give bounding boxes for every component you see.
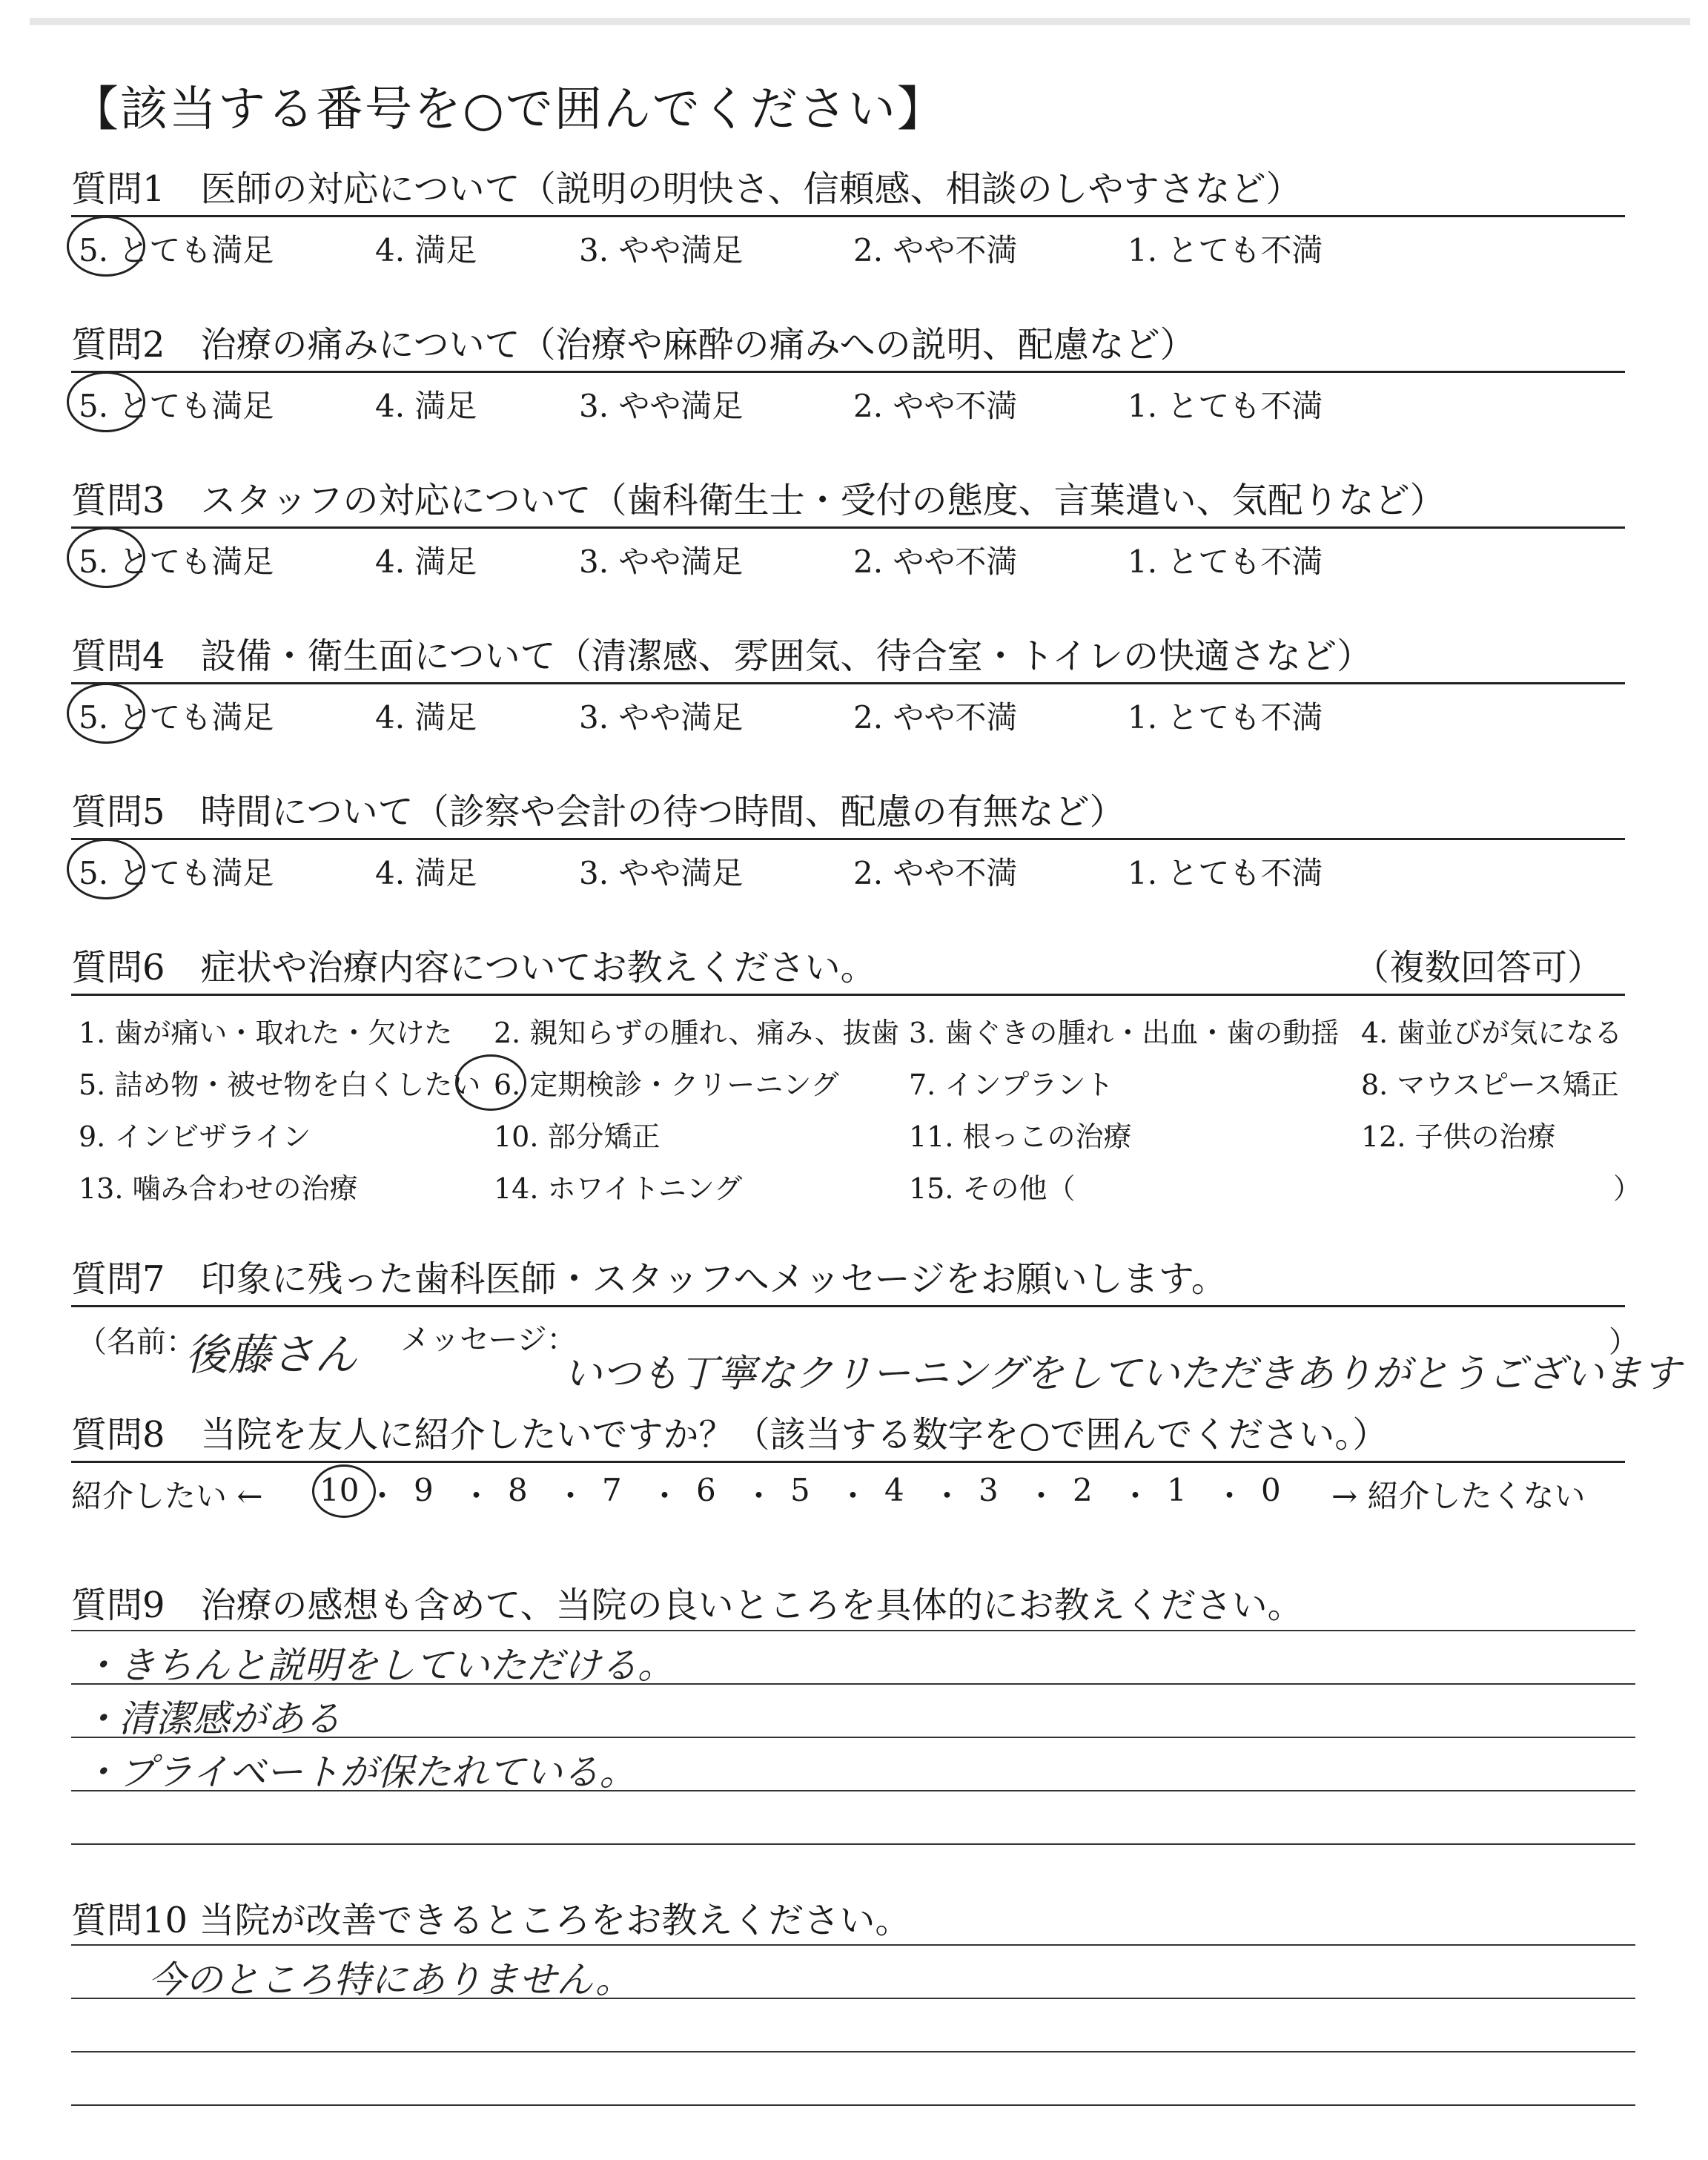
scale-separator: ・: [366, 1478, 398, 1514]
question-2: [71, 319, 1625, 425]
question-4-title: 質問4 設備・衛生面について（清潔感、雰囲気、待合室・トイレの快適さなど）: [71, 630, 1625, 684]
rating-option[interactable]: 3. やや満足: [579, 544, 744, 580]
rating-option[interactable]: 2. やや不満: [853, 232, 1018, 268]
rating-option[interactable]: 5. とても満足: [79, 699, 274, 736]
question-2-options: [71, 373, 1625, 425]
scale-number[interactable]: 0: [1261, 1472, 1281, 1508]
scale-number[interactable]: 5: [790, 1472, 810, 1508]
rating-option[interactable]: 4. 満足: [375, 232, 477, 268]
symptom-option[interactable]: 15. その他（: [909, 1172, 1076, 1205]
selected-circle-mark: [67, 527, 145, 588]
rating-option[interactable]: 2. やや不満: [853, 699, 1018, 736]
scale-number[interactable]: 8: [508, 1472, 528, 1508]
answer-line: [71, 2051, 1635, 2052]
selected-circle-mark: [67, 839, 145, 899]
handwritten-answer: ・プライベートが保たれている。: [82, 1751, 637, 1794]
message-close-paren: ）: [1609, 1325, 1638, 1359]
question-6-title: 質問6 症状や治療内容についてお教えください。 （複数回答可）: [71, 942, 1625, 996]
name-label: （名前：: [77, 1325, 196, 1359]
symptom-option[interactable]: 7. インプラント: [909, 1069, 1114, 1101]
handwritten-answer: ・きちんと説明をしていただける。: [82, 1644, 675, 1687]
scale-number[interactable]: 9: [414, 1472, 434, 1508]
rating-option[interactable]: 4. 満足: [375, 388, 477, 424]
answer-line: [71, 1843, 1635, 1845]
question-2-title: 質問2 治療の痛みについて（治療や麻酔の痛みへの説明、配慮など）: [71, 319, 1625, 373]
rating-option[interactable]: 2. やや不満: [853, 388, 1018, 424]
rating-option[interactable]: 1. とても不満: [1128, 699, 1323, 736]
scale-separator: ・: [743, 1478, 775, 1514]
rating-option[interactable]: 3. やや満足: [579, 855, 744, 891]
rating-option[interactable]: 5. とても満足: [79, 855, 274, 891]
symptom-option[interactable]: 11. 根っこの治療: [909, 1120, 1132, 1153]
symptom-option[interactable]: 8. マウスピース矯正: [1361, 1069, 1619, 1101]
scale-separator: ・: [460, 1478, 492, 1514]
scale-number[interactable]: 6: [696, 1472, 716, 1508]
rating-option[interactable]: 4. 満足: [375, 699, 477, 736]
rating-option[interactable]: 3. やや満足: [579, 388, 744, 424]
symptom-option[interactable]: 1. 歯が痛い・取れた・欠けた: [79, 1017, 453, 1049]
question-7-title: 質問7 印象に残った歯科医師・スタッフへメッセージをお願いします。: [71, 1253, 1625, 1307]
scale-separator: ・: [931, 1478, 963, 1514]
answer-line: [71, 1630, 1635, 1631]
rating-option[interactable]: 1. とても不満: [1128, 855, 1323, 891]
rating-option[interactable]: 2. やや不満: [853, 855, 1018, 891]
selected-circle-mark: [67, 683, 145, 744]
question-8-title: 質問8 当院を友人に紹介したいですか？（該当する数字を○で囲んでください。）: [71, 1409, 1625, 1463]
symptom-option[interactable]: 13. 噛み合わせの治療: [79, 1172, 358, 1205]
name-handwritten: 後藤さん: [185, 1330, 358, 1380]
question-3-title: 質問3 スタッフの対応について（歯科衛生士・受付の態度、言葉遣い、気配りなど）: [71, 475, 1625, 529]
scale-separator: ・: [1025, 1478, 1057, 1514]
question-10-title: 質問10 当院が改善できるところをお教えください。: [71, 1900, 911, 1941]
rating-option[interactable]: 1. とても不満: [1128, 232, 1323, 268]
symptom-option[interactable]: 2. 親知らずの腫れ、痛み、抜歯: [494, 1017, 899, 1049]
selected-circle-mark: [455, 1054, 526, 1111]
other-close-paren: ）: [1613, 1172, 1642, 1205]
handwritten-answer: ・清潔感がある: [82, 1697, 341, 1740]
form-header: 【該当する番号を○で囲んでください】: [71, 82, 946, 137]
rating-option[interactable]: 4. 満足: [375, 544, 477, 580]
multiple-answers-note: （複数回答可）: [1353, 947, 1603, 988]
symptom-option[interactable]: 14. ホワイトニング: [494, 1172, 743, 1205]
question-4-options: [71, 684, 1625, 736]
question-1-title: 質問1 医師の対応について（説明の明快さ、信頼感、相談のしやすさなど）: [71, 163, 1625, 217]
scale-separator: ・: [555, 1478, 586, 1514]
question-3: [71, 475, 1625, 581]
scale-number[interactable]: 4: [884, 1472, 904, 1508]
scale-number[interactable]: 2: [1073, 1472, 1093, 1508]
rating-option[interactable]: 4. 満足: [375, 855, 477, 891]
rating-option[interactable]: 3. やや満足: [579, 699, 744, 736]
question-9: [71, 1579, 1625, 1631]
question-6: [71, 942, 1625, 996]
scale-number[interactable]: 3: [979, 1472, 999, 1508]
scale-separator: ・: [837, 1478, 869, 1514]
rating-option[interactable]: 5. とても満足: [79, 388, 274, 424]
symptom-option[interactable]: 5. 詰め物・被せ物を白くしたい: [79, 1069, 481, 1101]
symptom-option[interactable]: 12. 子供の治療: [1361, 1120, 1556, 1153]
question-3-options: [71, 529, 1625, 581]
selected-circle-mark: [312, 1464, 376, 1518]
rating-option[interactable]: 5. とても満足: [79, 232, 274, 268]
rating-option[interactable]: 3. やや満足: [579, 232, 744, 268]
answer-line: [71, 1944, 1635, 1946]
rating-option[interactable]: 5. とても満足: [79, 544, 274, 580]
question-5-options: [71, 840, 1625, 892]
symptom-option[interactable]: 3. 歯ぐきの腫れ・出血・歯の動揺: [909, 1017, 1340, 1049]
scale-left-label: 紹介したい ←: [71, 1478, 263, 1514]
scale-separator: ・: [649, 1478, 681, 1514]
symptom-option[interactable]: 6. 定期検診・クリーニング: [494, 1069, 839, 1101]
message-label: メッセージ：: [400, 1323, 577, 1357]
question-1: [71, 163, 1625, 269]
question-8: [71, 1409, 1625, 1463]
handwritten-answer: 今のところ特にありません。: [148, 1958, 632, 2001]
scale-separator: ・: [1119, 1478, 1151, 1514]
answer-line: [71, 2104, 1635, 2106]
scale-number[interactable]: 1: [1167, 1472, 1187, 1508]
message-handwritten: いつも丁寧なクリーニングをしていただきありがとうございます: [563, 1352, 1681, 1396]
scale-separator: ・: [1214, 1478, 1245, 1514]
rating-option[interactable]: 2. やや不満: [853, 544, 1018, 580]
scale-number[interactable]: 7: [602, 1472, 622, 1508]
scan-top-edge: [30, 18, 1690, 25]
selected-circle-mark: [67, 216, 145, 277]
rating-option[interactable]: 1. とても不満: [1128, 544, 1323, 580]
question-5: [71, 786, 1625, 892]
question-7: [71, 1253, 1625, 1307]
question-10: [71, 1895, 1625, 1946]
question-1-options: [71, 217, 1625, 269]
question-9-title: 質問9 治療の感想も含めて、当院の良いところを具体的にお教えください。: [71, 1585, 1303, 1626]
scale-right-label: → 紹介したくない: [1331, 1478, 1586, 1514]
symptom-option[interactable]: 10. 部分矯正: [494, 1120, 661, 1153]
symptom-option[interactable]: 4. 歯並びが気になる: [1361, 1017, 1623, 1049]
question-4: [71, 630, 1625, 736]
symptom-option[interactable]: 9. インビザライン: [79, 1120, 311, 1153]
rating-option[interactable]: 1. とても不満: [1128, 388, 1323, 424]
scale-number[interactable]: 10: [320, 1472, 360, 1508]
selected-circle-mark: [67, 371, 145, 432]
question-5-title: 質問5 時間について（診察や会計の待つ時間、配慮の有無など）: [71, 786, 1625, 840]
